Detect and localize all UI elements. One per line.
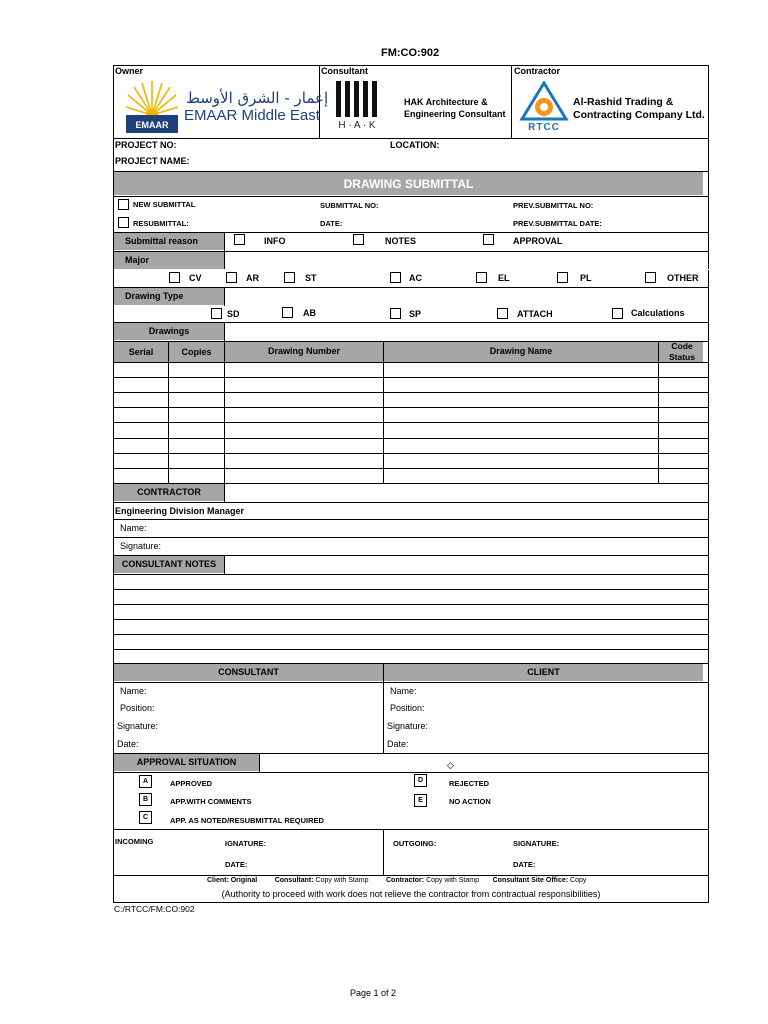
rtcc-logo xyxy=(519,81,569,133)
table-row xyxy=(113,438,709,439)
dist-site-value: Copy xyxy=(570,877,587,884)
ac-label: AC xyxy=(409,273,422,283)
app-with-comments-label: APP.WITH COMMENTS xyxy=(170,797,252,806)
consultant-signoff-label: CONSULTANT xyxy=(218,667,279,677)
attach-checkbox[interactable] xyxy=(497,308,508,319)
location-field[interactable] xyxy=(444,140,704,152)
submittal-no-label: SUBMITTAL NO: xyxy=(320,201,379,210)
project-name-label: PROJECT NAME: xyxy=(115,156,190,166)
rejected-box[interactable]: D xyxy=(414,774,427,787)
hak-logo-letters: H · A · K xyxy=(338,120,376,131)
client-name-field: Name: xyxy=(390,686,417,696)
sd-label: SD xyxy=(227,309,240,319)
hak-logo xyxy=(333,79,381,135)
col-code: Code xyxy=(671,341,693,351)
pl-label: PL xyxy=(580,273,592,283)
consultant-signature-field: Signature: xyxy=(117,721,159,731)
prev-submittal-date-label: PREV.SUBMITTAL DATE: xyxy=(513,219,602,228)
cv-checkbox[interactable] xyxy=(169,272,180,283)
form-code: FM:CO:902 xyxy=(381,47,440,59)
client-signature-field: Signature: xyxy=(387,721,429,731)
incoming-signature-label: IGNATURE: xyxy=(225,839,267,848)
page-number: Page 1 of 2 xyxy=(350,988,397,998)
dist-consultant-label: Consultant: xyxy=(274,877,314,884)
outgoing-signature-label: SIGNATURE: xyxy=(513,839,560,848)
app-as-noted-label: APP. AS NOTED/RESUBMITTAL REQUIRED xyxy=(170,816,324,825)
rtcc-emblem-icon xyxy=(519,81,569,123)
col-copies: Copies xyxy=(181,347,212,357)
engineering-manager-label: Engineering Division Manager xyxy=(115,506,245,516)
consultant-name-line2: Engineering Consultant xyxy=(404,109,506,119)
notes-label: NOTES xyxy=(385,236,417,246)
ar-checkbox[interactable] xyxy=(226,272,237,283)
project-no-field[interactable] xyxy=(208,140,384,152)
client-date-field: Date: xyxy=(387,739,409,749)
dist-contractor-label: Contractor: xyxy=(385,877,425,884)
major-label: Major xyxy=(125,255,150,265)
incoming-label: INCOMING xyxy=(115,837,154,846)
cv-label: CV xyxy=(189,273,202,283)
prev-submittal-no-label: PREV.SUBMITTAL NO: xyxy=(513,201,594,210)
contractor-name-label: Name: xyxy=(120,523,147,533)
col-status: Status xyxy=(669,352,695,362)
pl-checkbox[interactable] xyxy=(557,272,568,283)
consultant-notes-label: CONSULTANT NOTES xyxy=(121,559,217,569)
no-action-label: NO ACTION xyxy=(449,797,491,806)
new-submittal-checkbox[interactable] xyxy=(118,199,129,210)
consultant-name-field: Name: xyxy=(120,686,147,696)
dist-site-label: Consultant Site Office: xyxy=(492,877,569,884)
outgoing-date-label: DATE: xyxy=(513,860,536,869)
attach-label: ATTACH xyxy=(517,309,553,319)
emaar-logo xyxy=(126,81,178,133)
st-label: ST xyxy=(305,273,317,283)
approval-situation-label: APPROVAL SITUATION xyxy=(136,757,237,767)
emaar-logo-text: EMAAR xyxy=(135,120,169,130)
notes-checkbox[interactable] xyxy=(353,234,364,245)
distribution-line xyxy=(207,876,586,886)
app-as-noted-box[interactable]: C xyxy=(139,811,152,824)
new-submittal-label: NEW SUBMITTAL xyxy=(133,200,196,209)
hak-bars-icon xyxy=(333,79,381,119)
contractor-section-label: CONTRACTOR xyxy=(137,487,201,497)
dist-client-value: Original xyxy=(230,877,258,884)
sd-checkbox[interactable] xyxy=(211,308,222,319)
calculations-checkbox[interactable] xyxy=(612,308,623,319)
client-position-field: Position: xyxy=(390,703,425,713)
ab-checkbox[interactable] xyxy=(282,307,293,318)
owner-label: Owner xyxy=(115,66,144,76)
app-with-comments-box[interactable]: B xyxy=(139,793,152,806)
resubmittal-label: RESUBMITTAL: xyxy=(133,219,189,228)
table-row xyxy=(113,422,709,423)
incoming-date-label: DATE: xyxy=(225,860,248,869)
contractor-label: Contractor xyxy=(514,66,561,76)
approval-label: APPROVAL xyxy=(513,236,563,246)
consultant-name-line1: HAK Architecture & xyxy=(404,97,488,107)
col-serial: Serial xyxy=(128,347,154,357)
footer-ref: C:/RTCC/FM:CO:902 xyxy=(114,904,195,914)
el-label: EL xyxy=(498,273,510,283)
consultant-position-field: Position: xyxy=(120,703,155,713)
ar-label: AR xyxy=(246,273,259,283)
table-row xyxy=(113,407,709,408)
page-title: DRAWING SUBMITTAL xyxy=(343,177,474,191)
consultant-date-field: Date: xyxy=(117,739,139,749)
owner-name: EMAAR Middle East xyxy=(184,107,320,124)
dist-contractor-value: Copy with Stamp xyxy=(426,877,479,884)
table-row xyxy=(113,392,709,393)
dist-consultant-value: Copy with Stamp xyxy=(315,877,369,884)
approved-box[interactable]: A xyxy=(139,775,152,788)
owner-name-arabic: إعمار - الشرق الأوسط xyxy=(186,89,329,107)
disclaimer: (Authority to proceed with work does not relieve the contractor from contractual responsibilities) xyxy=(221,889,601,899)
no-action-box[interactable]: E xyxy=(414,794,427,807)
other-label: OTHER xyxy=(667,273,699,283)
contractor-name-line1: Al-Rashid Trading & xyxy=(573,96,674,108)
approved-label: APPROVED xyxy=(170,779,213,788)
drawing-type-label: Drawing Type xyxy=(125,291,184,301)
contractor-signature-label: Signature: xyxy=(120,541,162,551)
ab-label: AB xyxy=(303,308,316,318)
submittal-date-label: DATE: xyxy=(320,219,343,228)
client-signoff-label: CLIENT xyxy=(527,667,560,677)
contractor-name-line2: Contracting Company Ltd. xyxy=(573,109,705,121)
approval-checkbox[interactable] xyxy=(483,234,494,245)
col-drawing-name: Drawing Name xyxy=(489,346,553,356)
table-row xyxy=(113,468,709,469)
ac-checkbox[interactable] xyxy=(390,272,401,283)
st-checkbox[interactable] xyxy=(284,272,295,283)
drawings-label: Drawings xyxy=(148,326,190,336)
col-drawing-number: Drawing Number xyxy=(267,346,340,356)
resubmittal-checkbox[interactable] xyxy=(118,217,129,228)
calculations-label: Calculations xyxy=(631,308,685,318)
outgoing-label: OUTGOING: xyxy=(393,839,437,848)
approval-marker-icon: ◇ xyxy=(447,760,454,770)
consultant-label: Consultant xyxy=(321,66,368,76)
other-checkbox[interactable] xyxy=(645,272,656,283)
dist-client-label: Client: xyxy=(207,877,229,884)
project-name-field[interactable] xyxy=(188,156,704,168)
el-checkbox[interactable] xyxy=(476,272,487,283)
project-no-label: PROJECT NO: xyxy=(115,140,177,150)
sp-checkbox[interactable] xyxy=(390,308,401,319)
location-label: LOCATION: xyxy=(390,140,440,150)
table-row xyxy=(113,377,709,378)
table-row xyxy=(113,453,709,454)
info-label: INFO xyxy=(264,236,286,246)
submittal-reason-label: Submittal reason xyxy=(125,236,199,246)
sp-label: SP xyxy=(409,309,422,319)
info-checkbox[interactable] xyxy=(234,234,245,245)
rejected-label: REJECTED xyxy=(449,779,490,788)
rtcc-logo-text: RTCC xyxy=(528,122,560,133)
